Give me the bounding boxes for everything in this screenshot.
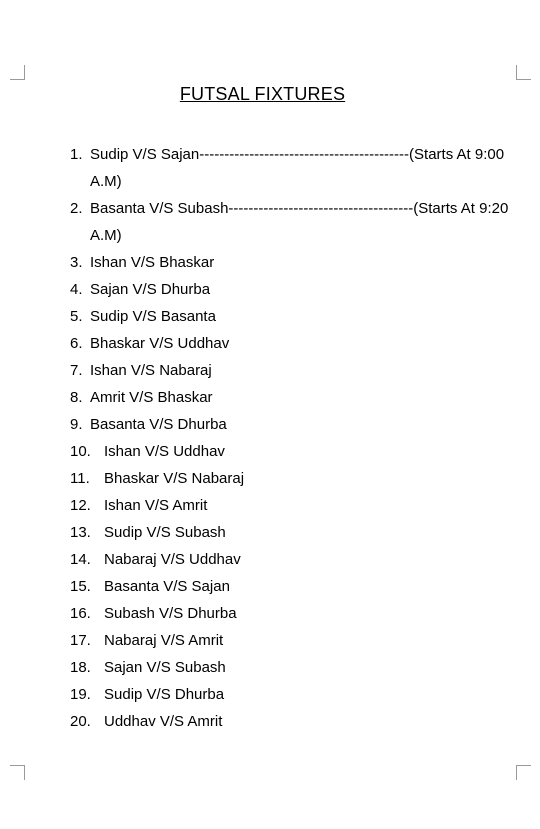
page-corner-mark-bottom-right — [516, 765, 531, 780]
fixture-text: Ishan V/S Uddhav — [104, 443, 225, 460]
fixture-text: Ishan V/S Bhaskar — [90, 254, 215, 271]
fixture-text: Basanta V/S Sajan — [104, 578, 230, 595]
fixture-number: 18. — [70, 659, 91, 676]
fixtures-list — [70, 141, 510, 735]
fixture-text: Nabaraj V/S Amrit — [104, 632, 224, 649]
fixture-item — [70, 600, 510, 627]
fixture-number: 12. — [70, 497, 91, 514]
page-corner-mark-top-left — [10, 65, 25, 80]
fixture-item — [70, 384, 510, 411]
fixture-item — [70, 438, 510, 465]
page-corner-mark-bottom-left — [10, 765, 25, 780]
fixture-text: Bhaskar V/S Uddhav — [90, 335, 230, 352]
fixture-number: 1. — [70, 146, 83, 163]
fixture-number: 5. — [70, 308, 83, 325]
fixture-item — [70, 654, 510, 681]
fixture-item — [70, 303, 510, 330]
fixture-item — [70, 519, 510, 546]
page-title: FUTSAL FIXTURES — [179, 84, 346, 104]
fixture-number: 11. — [70, 470, 90, 487]
fixture-text: Nabaraj V/S Uddhav — [104, 551, 241, 568]
fixture-number: 6. — [70, 335, 83, 352]
fixture-text: Sudip V/S Basanta — [90, 308, 216, 325]
fixture-number: 13. — [70, 524, 91, 541]
fixture-text: Sajan V/S Subash — [104, 659, 226, 676]
fixture-item — [70, 492, 510, 519]
fixture-text-continued: A.M) — [90, 227, 122, 244]
fixture-item — [70, 546, 510, 573]
fixture-item — [70, 276, 510, 303]
fixture-text-continued: A.M) — [90, 173, 122, 190]
fixture-item — [70, 141, 510, 195]
fixture-text: Sajan V/S Dhurba — [90, 281, 211, 298]
fixture-text: Sudip V/S Sajan------------------------------------------(Starts At 9:00 — [90, 146, 505, 163]
fixture-text: Basanta V/S Subash-------------------------------------(Starts At 9:20 — [90, 200, 509, 217]
fixture-item — [70, 573, 510, 600]
fixture-number: 14. — [70, 551, 91, 568]
fixture-item — [70, 357, 510, 384]
fixture-number: 2. — [70, 200, 83, 217]
fixture-text: Ishan V/S Nabaraj — [90, 362, 212, 379]
fixture-number: 17. — [70, 632, 91, 649]
fixture-text: Subash V/S Dhurba — [104, 605, 237, 622]
fixture-item — [70, 465, 510, 492]
fixture-item — [70, 708, 510, 735]
fixture-number: 10. — [70, 443, 91, 460]
fixture-text: Sudip V/S Subash — [104, 524, 226, 541]
fixture-text: Bhaskar V/S Nabaraj — [104, 470, 245, 487]
fixture-number: 7. — [70, 362, 83, 379]
fixture-text: Ishan V/S Amrit — [104, 497, 208, 514]
fixture-number: 3. — [70, 254, 83, 271]
fixture-text: Basanta V/S Dhurba — [90, 416, 227, 433]
fixture-text: Uddhav V/S Amrit — [104, 713, 223, 730]
fixture-item — [70, 249, 510, 276]
fixture-number: 15. — [70, 578, 91, 595]
fixture-number: 8. — [70, 389, 83, 406]
fixture-number: 19. — [70, 686, 91, 703]
fixture-item — [70, 627, 510, 654]
fixture-text: Amrit V/S Bhaskar — [90, 389, 213, 406]
fixture-item — [70, 681, 510, 708]
fixture-number: 20. — [70, 713, 91, 730]
page-corner-mark-top-right — [516, 65, 531, 80]
fixture-item — [70, 411, 510, 438]
fixture-number: 4. — [70, 281, 83, 298]
fixture-number: 9. — [70, 416, 83, 433]
fixture-item — [70, 195, 510, 249]
fixture-text: Sudip V/S Dhurba — [104, 686, 225, 703]
fixture-item — [70, 330, 510, 357]
fixture-number: 16. — [70, 605, 91, 622]
